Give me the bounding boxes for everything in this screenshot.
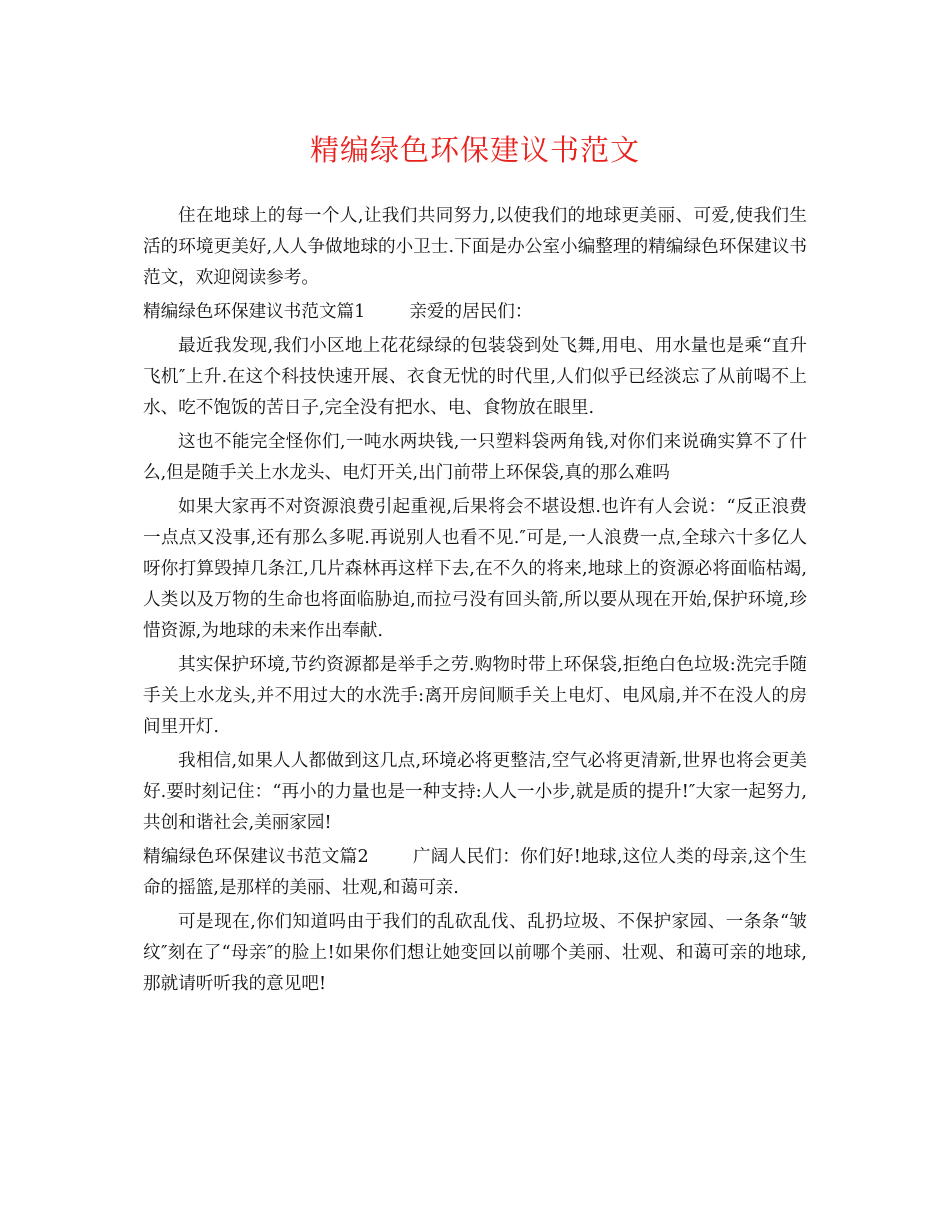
paragraph: 如果大家再不对资源浪费引起重视,后果将会不堪设想.也许有人会说：“反正浪费一点点又没事,还有那么多呢.再说别人也看不见.″可是,一人浪费一点,全球六十多亿人呀你打算毁掉几条江,几片森林再这样下去,在不久的将来,地球上的资源必将面临枯竭,人类以及万物的生命也将面临胁迫,而拉弓没有回头箭,所以要从现在开始,保护环境,珍惜资源,为地球的未来作出奉献. <box>143 497 807 641</box>
document-page <box>143 0 807 1003</box>
section-text: 广阔人民们：你们好!地球,这位人类的母亲,这个生命的摇篮,是那样的美丽、壮观,和蔼可亲. <box>143 847 807 898</box>
section-text: 亲爱的居民们： <box>409 302 533 322</box>
section-heading-line <box>143 297 807 328</box>
section-heading-line <box>143 842 807 904</box>
paragraph: 可是现在,你们知道吗由于我们的乱砍乱伐、乱扔垃圾、不保护家园、一条条“皱纹″刻在了“母亲″的脸上!如果你们想让她变回以前哪个美丽、壮观、和蔼可亲的地球,那就请听听我的意见吧! <box>143 912 807 994</box>
paragraph: 住在地球上的每一个人,让我们共同努力,以使我们的地球更美丽、可爱,使我们生活的环境更美好,人人争做地球的小卫士.下面是办公室小编整理的精编绿色环保建议书范文，欢迎阅读参考。 <box>143 206 807 288</box>
paragraph: 这也不能完全怪你们,一吨水两块钱,一只塑料袋两角钱,对你们来说确实算不了什么,但是随手关上水龙头、电灯开关,出门前带上环保袋,真的那么难吗 <box>143 432 807 483</box>
paragraph: 最近我发现,我们小区地上花花绿绿的包装袋到处飞舞,用电、用水量也是乘“直升飞机″上升.在这个科技快速开展、衣食无忧的时代里,人们似乎已经淡忘了从前喝不上水、吃不饱饭的苦日子,完全没有把水、电、食物放在眼里. <box>143 336 807 418</box>
section-heading: 精编绿色环保建议书范文篇2 <box>143 847 369 867</box>
paragraph: 我相信,如果人人都做到这几点,环境必将更整洁,空气必将更清新,世界也将会更美好.要时刻记住：“再小的力量也是一种支持:人人一小步,就是质的提升!″大家一起努力,共创和谐社会,美丽家园! <box>143 751 807 833</box>
section-heading: 精编绿色环保建议书范文篇1 <box>143 302 366 322</box>
document-title: 精编绿色环保建议书范文 <box>309 133 640 167</box>
paragraph: 其实保护环境,节约资源都是举手之劳.购物时带上环保袋,拒绝白色垃圾:洗完手随手关上水龙头,并不用过大的水洗手:离开房间顺手关上电灯、电风扇,并不在没人的房间里开灯. <box>143 655 807 737</box>
document-body <box>143 201 807 1000</box>
